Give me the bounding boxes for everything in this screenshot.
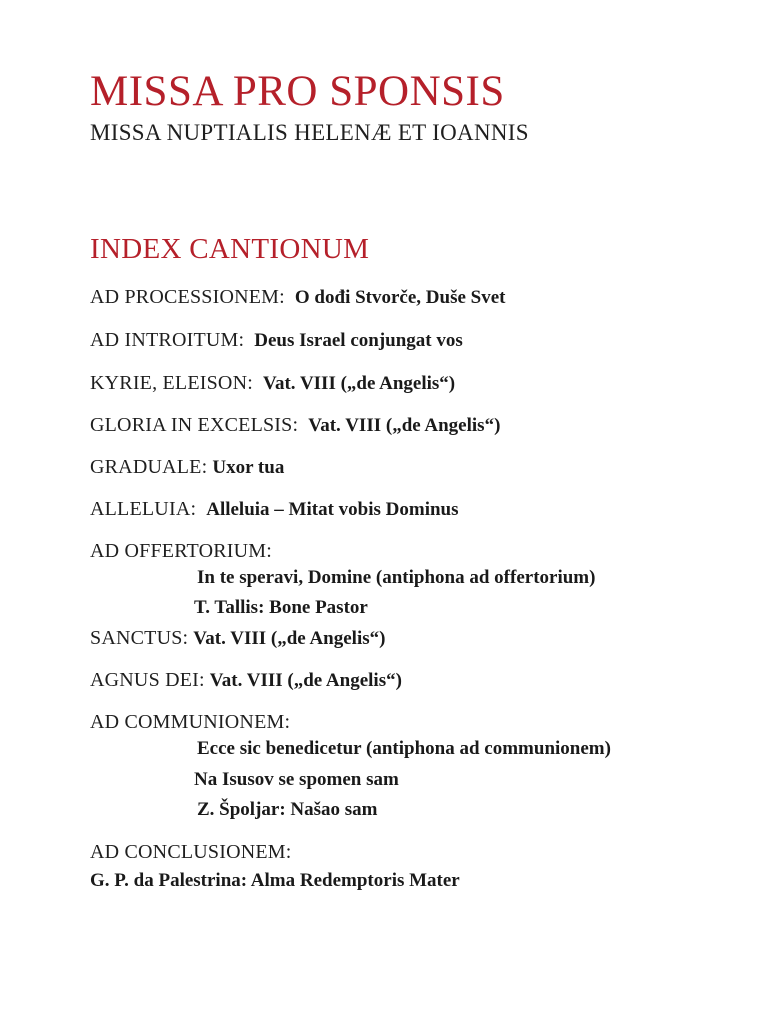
entry-label: GRADUALE: [90,456,208,478]
entry-graduale [90,457,284,477]
entry-label: AD INTROITUM: [90,329,245,351]
communionem-item: Ecce sic benedicetur (antiphona ad communionem) [197,738,611,759]
entry-label: AD PROCESSIONEM: [90,286,285,308]
entry-introitum [90,330,463,350]
entry-communionem-label: AD COMMUNIONEM: [90,711,291,733]
entry-gloria [90,415,500,435]
entry-value: O dođi Stvorče, Duše Svet [294,287,506,308]
entry-value: Uxor tua [212,457,285,478]
index-heading: INDEX CANTIONUM [90,233,370,265]
entry-value: Vat. VIII („de Angelis“) [193,628,386,649]
entry-label: AGNUS DEI: [90,669,205,691]
communionem-item: Z. Špoljar: Našao sam [197,799,378,820]
document-title: MISSA PRO SPONSIS [90,68,505,115]
entry-value: Vat. VIII („de Angelis“) [209,670,402,691]
entry-value: Vat. VIII („de Angelis“) [262,373,456,394]
entry-offertorium-label: AD OFFERTORIUM: [90,540,273,562]
document-subtitle: MISSA NUPTIALIS HELENÆ ET IOANNIS [90,120,529,145]
entry-sanctus [90,628,385,648]
entry-value: Vat. VIII („de Angelis“) [308,415,501,436]
entry-label: SANCTUS: [90,627,189,649]
entry-kyrie [90,373,455,393]
entry-value: Deus Israel conjungat vos [254,330,463,351]
entry-label: KYRIE, ELEISON: [90,372,253,394]
entry-label: ALLELUIA: [90,498,197,520]
entry-processionem [90,287,505,307]
offertorium-item: In te speravi, Domine (antiphona ad offertorium) [197,567,596,588]
entry-agnus-dei [90,670,402,690]
communionem-item: Na Isusov se spomen sam [194,769,399,790]
entry-value: Alleluia – Mitat vobis Dominus [206,499,459,520]
entry-label: GLORIA IN EXCELSIS: [90,414,299,436]
offertorium-item: T. Tallis: Bone Pastor [194,597,368,618]
entry-conclusionem-label: AD CONCLUSIONEM: [90,841,292,863]
conclusionem-item: G. P. da Palestrina: Alma Redemptoris Mater [90,870,460,891]
entry-alleluia [90,499,459,519]
